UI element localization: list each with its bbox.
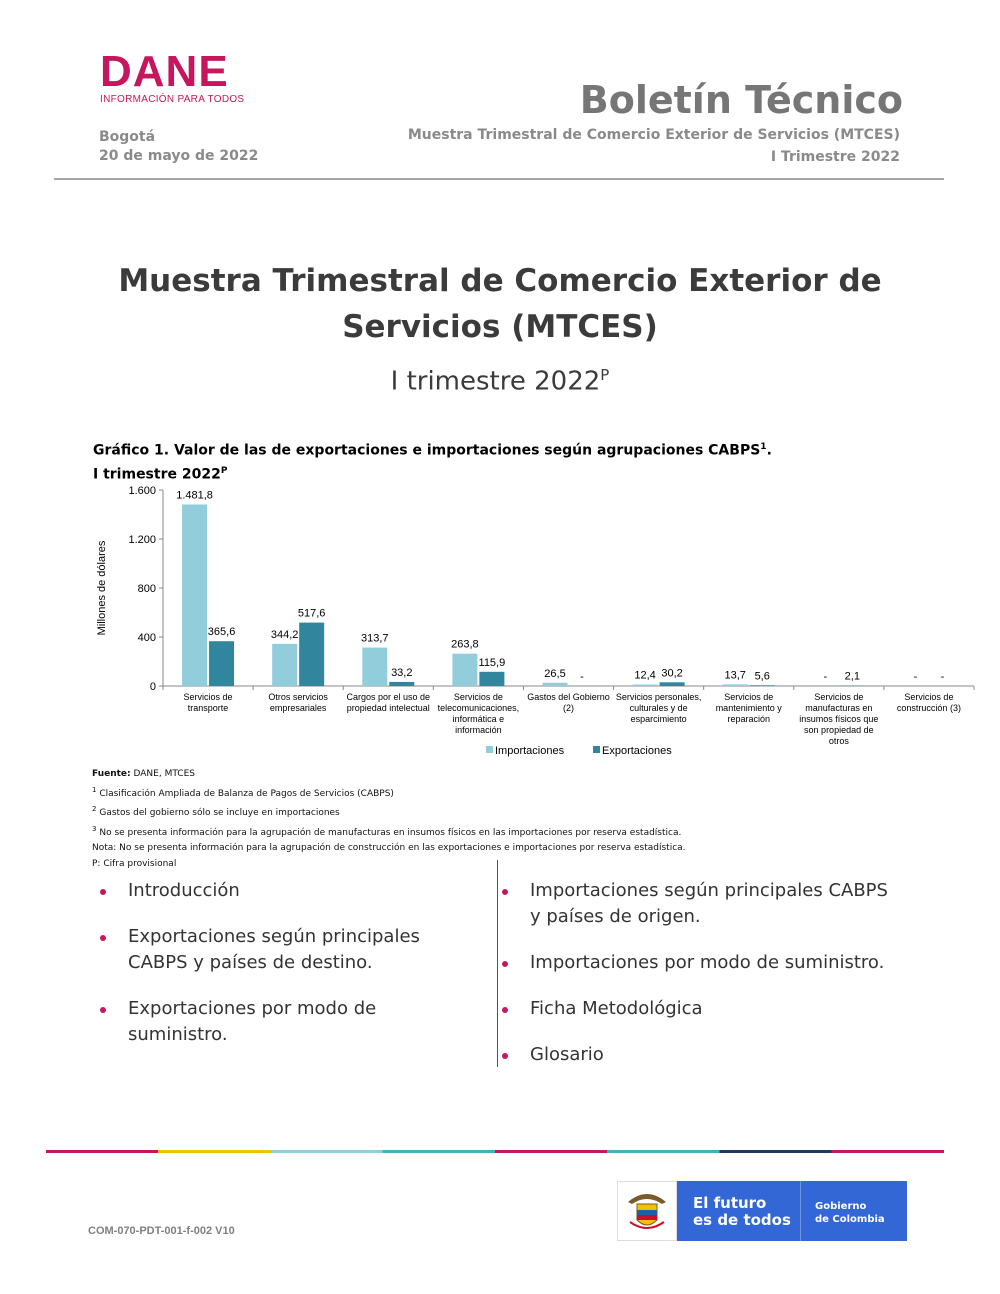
- note-4: Nota: No se presenta información para la agrupación de construcción en las exportaciones e importaciones por reserva estadística.: [92, 843, 686, 853]
- chart-caption-line1: Gráfico 1. Valor de las de exportaciones e importaciones según agrupaciones CABPS: [93, 442, 761, 459]
- toc-item[interactable]: Introducción: [98, 878, 478, 904]
- category-label: reparación: [727, 714, 770, 724]
- toc-right-column: [500, 878, 900, 1088]
- legend-swatch-importaciones: [486, 746, 493, 753]
- gov-name-line1: Gobierno: [815, 1201, 867, 1212]
- bar-importaciones: [723, 684, 748, 686]
- data-label-exportaciones: -: [580, 671, 584, 683]
- coat-of-arms-icon: [617, 1181, 677, 1241]
- y-tick-label: 1.200: [128, 534, 156, 546]
- category-label: Servicios de: [453, 692, 503, 702]
- y-tick-label: 0: [149, 681, 156, 693]
- y-tick-label: 800: [137, 583, 156, 595]
- bar-exportaciones: [209, 641, 234, 686]
- bar-importaciones: [362, 648, 387, 686]
- category-label: construcción (3): [896, 703, 961, 713]
- note-1-text: Clasificación Ampliada de Balanza de Pagos de Servicios (CABPS): [99, 788, 394, 799]
- bulletin-period: I Trimestre 2022: [770, 149, 900, 165]
- bar-importaciones: [633, 684, 658, 686]
- category-label: manufacturas en: [805, 703, 873, 713]
- category-label: esparcimiento: [630, 714, 687, 724]
- bar-exportaciones: [299, 623, 324, 686]
- note-2-text: Gastos del gobierno sólo se incluye en importaciones: [99, 808, 340, 818]
- logo-word: DANE: [100, 47, 229, 96]
- toc-item[interactable]: Ficha Metodológica: [500, 996, 900, 1022]
- toc-item[interactable]: Exportaciones por modo de suministro.: [98, 996, 478, 1048]
- data-label-importaciones: 12,4: [634, 669, 656, 682]
- data-label-exportaciones: 115,9: [478, 656, 506, 669]
- y-axis-label: Millones de dólares: [96, 540, 108, 636]
- note-5: P: Cifra provisional: [92, 858, 177, 869]
- bulletin-title: Boletín Técnico: [579, 78, 903, 122]
- data-label-exportaciones: 517,6: [297, 607, 326, 620]
- data-label-importaciones: 263,8: [451, 638, 479, 651]
- category-label: insumos físicos que: [799, 714, 879, 724]
- logo-tagline: INFORMACIÓN PARA TODOS: [100, 94, 245, 105]
- data-label-importaciones: 1.481,8: [176, 489, 213, 502]
- category-label: (2): [563, 703, 574, 713]
- note-3: [92, 822, 686, 842]
- note-source-label: Fuente:: [92, 769, 131, 779]
- note-source-text: DANE, MTCES: [133, 769, 195, 779]
- category-label: Gastos del Gobierno: [527, 692, 610, 702]
- bar-exportaciones: [660, 682, 685, 686]
- legend-label-exportaciones: Exportaciones: [602, 745, 672, 757]
- y-tick-label: 400: [137, 632, 156, 644]
- category-label: otros: [828, 736, 849, 746]
- category-label: mantenimiento y: [715, 703, 782, 713]
- bar-importaciones: [272, 644, 297, 686]
- document-title-line1: Muestra Trimestral de Comercio Exterior de: [118, 263, 882, 299]
- chart-caption-sup1: 1: [760, 442, 767, 452]
- data-label-importaciones: -: [823, 671, 828, 683]
- bar-exportaciones: [750, 685, 775, 686]
- header-date: 20 de mayo de 2022: [99, 148, 259, 164]
- gov-slogan-line2: es de todos: [693, 1211, 791, 1229]
- chart-caption-end: .: [766, 442, 772, 459]
- category-label: telecomunicaciones,: [437, 703, 520, 713]
- category-label: Servicios de: [814, 692, 864, 702]
- bar-importaciones: [452, 654, 477, 686]
- bar-importaciones: [543, 683, 568, 686]
- header-divider: [54, 178, 944, 180]
- data-label-importaciones: -: [913, 671, 918, 683]
- data-label-exportaciones: -: [940, 671, 945, 683]
- note-source: [92, 767, 686, 783]
- category-label: Cargos por el uso de: [346, 692, 431, 702]
- category-label: propiedad intelectual: [346, 703, 430, 713]
- bar-exportaciones: [389, 682, 414, 686]
- header-city: Bogotá: [99, 129, 156, 145]
- category-label: Servicios de: [724, 692, 774, 702]
- document-title-line2: Servicios (MTCES): [342, 309, 658, 345]
- footer-color-rule: [46, 1150, 944, 1153]
- category-label: información: [455, 725, 502, 735]
- note-3-sup: 3: [92, 824, 97, 833]
- toc-item[interactable]: Exportaciones según principales CABPS y países de destino.: [98, 924, 478, 976]
- category-label: Otros servicios: [268, 692, 328, 702]
- chart-notes: [92, 767, 686, 872]
- note-1-sup: 1: [92, 785, 97, 794]
- document-title: [80, 258, 920, 350]
- bulletin-subtitle-block: [408, 124, 900, 168]
- header-location-date: [99, 128, 258, 166]
- note-2: [92, 802, 686, 822]
- note-2-sup: 2: [92, 805, 97, 813]
- category-label: Servicios personales,: [615, 692, 702, 702]
- category-label: culturales y de: [629, 703, 688, 713]
- data-label-exportaciones: 5,6: [754, 670, 770, 683]
- data-label-exportaciones: 33,2: [391, 666, 413, 679]
- bar-exportaciones: [479, 672, 504, 686]
- gov-slogan-line1: El futuro: [693, 1194, 767, 1212]
- government-banner: [617, 1181, 907, 1241]
- data-label-importaciones: 13,7: [724, 669, 746, 682]
- chart-caption-line2: I trimestre 2022: [93, 466, 221, 483]
- bar-importaciones: [182, 504, 207, 686]
- document-code: COM-070-PDT-001-f-002 V10: [88, 1225, 235, 1237]
- document-subtitle: [80, 366, 920, 397]
- gov-name: [815, 1200, 885, 1226]
- note-3-text: No se presenta información para la agrupación de manufacturas en insumos físicos en las importaciones por reserva estadística.: [99, 827, 682, 838]
- category-label: transporte: [187, 703, 229, 713]
- data-label-exportaciones: 365,6: [207, 626, 236, 639]
- category-label: empresariales: [269, 703, 327, 713]
- legend-label-importaciones: Importaciones: [495, 745, 565, 757]
- toc-left-column: [98, 878, 478, 1068]
- dane-logo: [100, 47, 245, 105]
- data-label-exportaciones: 30,2: [661, 667, 683, 680]
- note-1: [92, 783, 686, 803]
- chart-caption-sup2: P: [220, 465, 228, 476]
- toc-item[interactable]: Importaciones según principales CABPS y países de origen.: [500, 878, 900, 930]
- y-tick-label: 1.600: [128, 485, 156, 497]
- document-subtitle-text: I trimestre 2022: [390, 366, 601, 397]
- data-label-importaciones: 313,7: [361, 632, 389, 645]
- legend-swatch-exportaciones: [593, 746, 600, 753]
- category-label: Servicios de: [183, 692, 233, 702]
- category-label: informática e: [452, 714, 505, 724]
- data-label-importaciones: 26,5: [544, 667, 566, 680]
- category-label: son propiedad de: [804, 725, 874, 735]
- data-label-exportaciones: 2,1: [844, 670, 860, 683]
- category-label: Servicios de: [904, 692, 954, 702]
- bulletin-subtitle: Muestra Trimestral de Comercio Exterior de Servicios (MTCES): [407, 127, 900, 143]
- bar-chart: [88, 478, 978, 763]
- toc-divider: [497, 860, 498, 1067]
- data-label-importaciones: 344,2: [270, 628, 299, 641]
- toc-item[interactable]: Glosario: [500, 1042, 900, 1068]
- gov-separator: [800, 1181, 801, 1241]
- toc-item[interactable]: Importaciones por modo de suministro.: [500, 950, 900, 976]
- gov-name-line2: de Colombia: [815, 1214, 885, 1225]
- gov-slogan: [693, 1195, 791, 1229]
- document-subtitle-sup: P: [600, 366, 610, 384]
